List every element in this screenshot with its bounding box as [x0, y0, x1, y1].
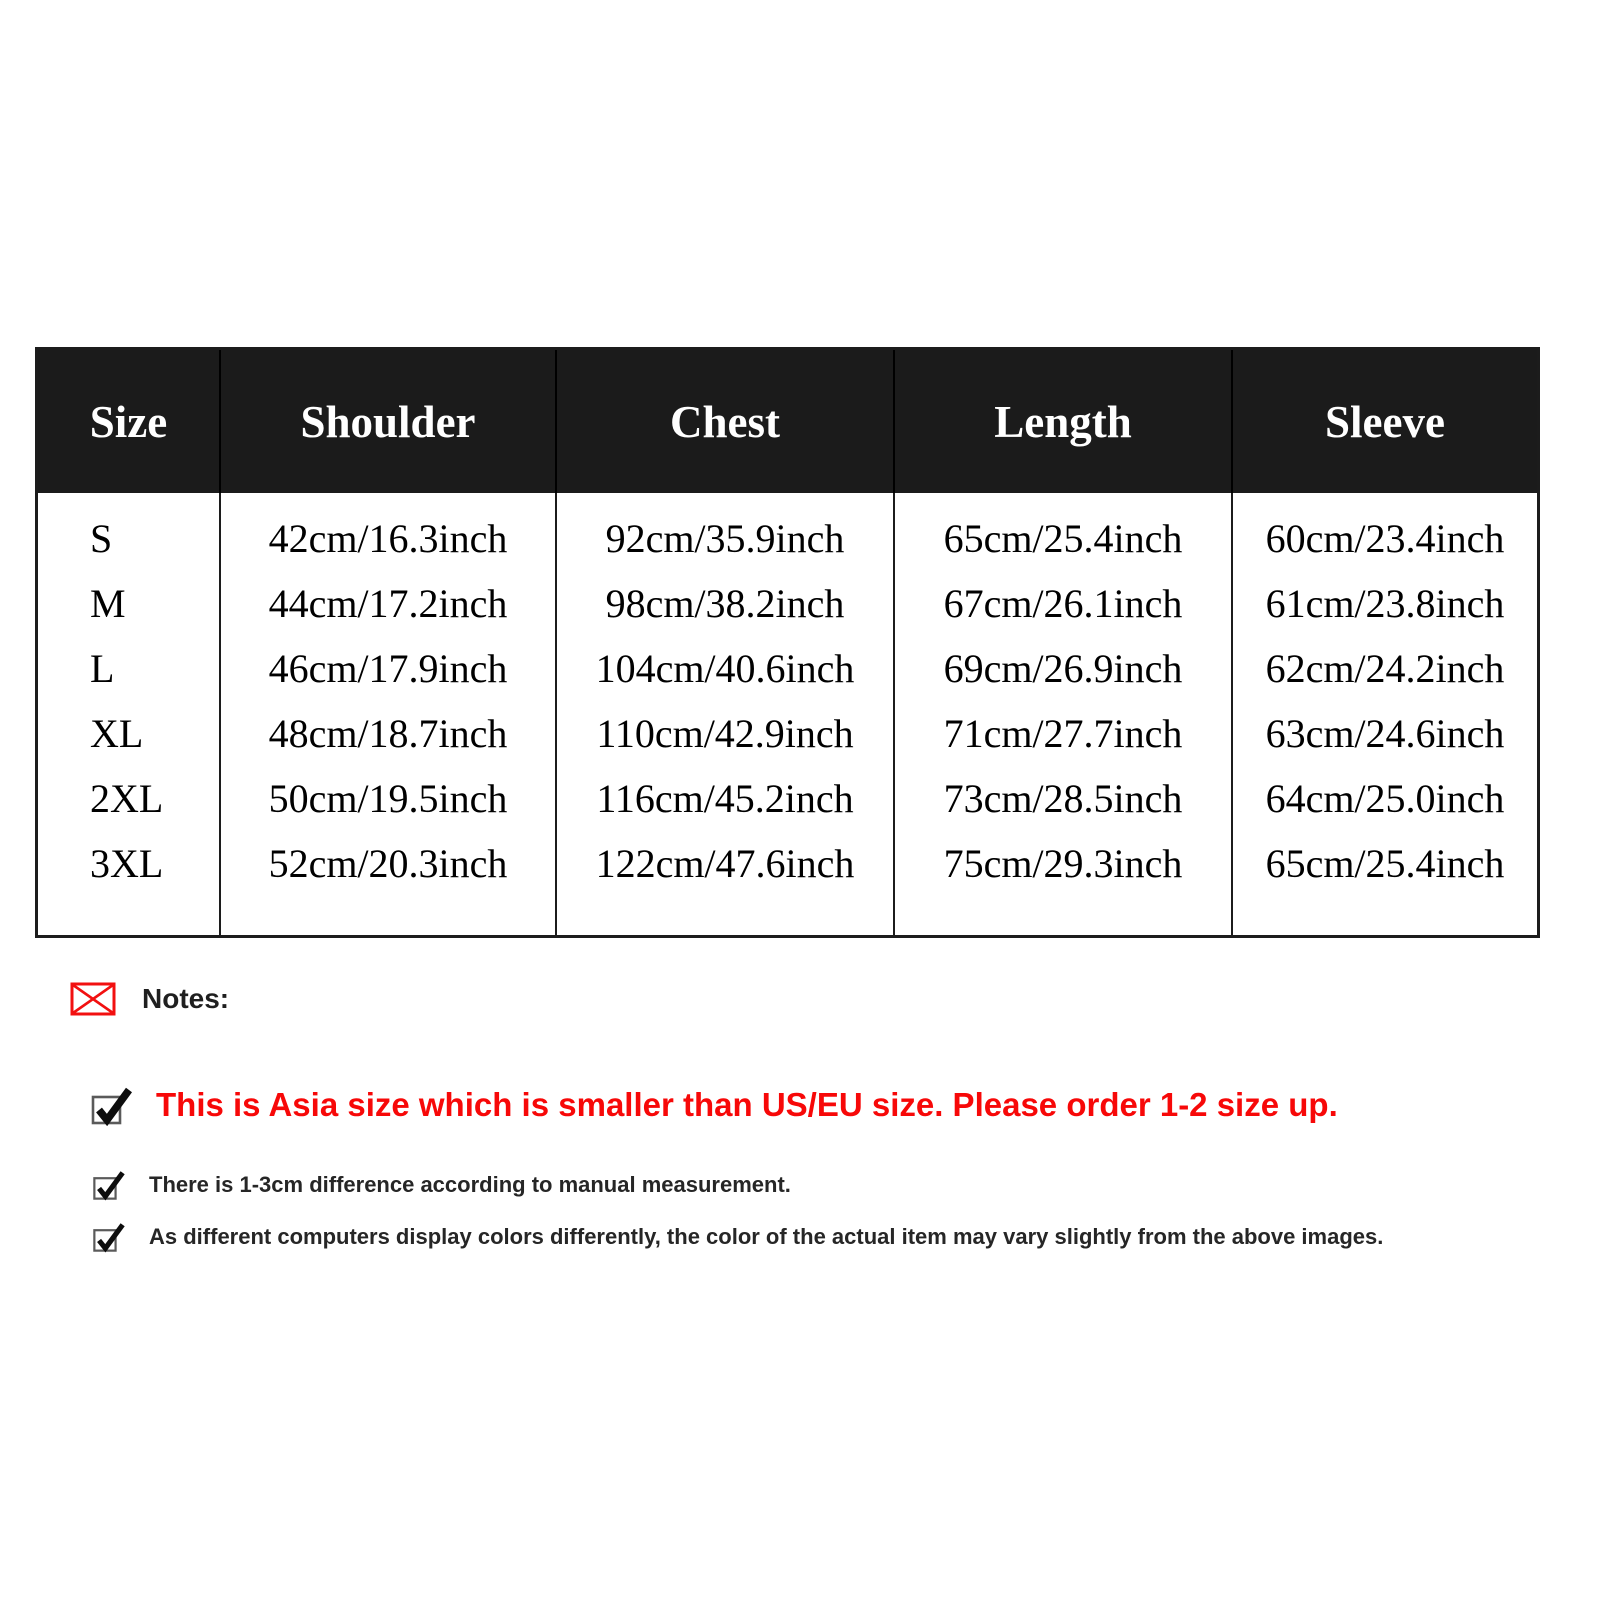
- notes-header: [70, 982, 229, 1016]
- notes-label: Notes:: [142, 983, 230, 1014]
- column-header: Sleeve: [1231, 350, 1537, 493]
- table-cell: 61cm/23.8inch: [1231, 558, 1537, 623]
- checkbox-checked-icon: [92, 1220, 125, 1253]
- table-cell: 44cm/17.2inch: [219, 558, 555, 623]
- column-header: Size: [38, 350, 219, 493]
- size-cell: S: [90, 515, 113, 561]
- table-cell: 50cm/19.5inch: [219, 753, 555, 818]
- table-spacer-cell: [555, 883, 893, 935]
- table-cell: 63cm/24.6inch: [1231, 688, 1537, 753]
- checkbox-checked-icon: [92, 1168, 125, 1201]
- table-cell: 110cm/42.9inch: [555, 688, 893, 753]
- note-item-measurement: [92, 1168, 791, 1201]
- envelope-icon: [70, 982, 116, 1016]
- table-cell: 65cm/25.4inch: [1231, 818, 1537, 883]
- note-text: This is Asia size which is smaller than US/EU size. Please order 1-2 size up.: [156, 1086, 1338, 1123]
- note-text: As different computers display colors differently, the color of the actual item may vary slightly from the above images.: [149, 1223, 1384, 1249]
- table-cell: 73cm/28.5inch: [893, 753, 1231, 818]
- table-cell: 52cm/20.3inch: [219, 818, 555, 883]
- table-cell: 60cm/23.4inch: [1231, 493, 1537, 558]
- table-cell: 69cm/26.9inch: [893, 623, 1231, 688]
- size-cell: 2XL: [90, 775, 164, 821]
- note-item-asia-size: [90, 1084, 1338, 1126]
- table-cell: 67cm/26.1inch: [893, 558, 1231, 623]
- size-cell: 3XL: [90, 840, 164, 886]
- table-spacer-cell: [219, 883, 555, 935]
- size-table: [35, 347, 1540, 938]
- table-spacer-cell: [1231, 883, 1537, 935]
- table-cell: 48cm/18.7inch: [219, 688, 555, 753]
- table-cell: 116cm/45.2inch: [555, 753, 893, 818]
- table-cell: 98cm/38.2inch: [555, 558, 893, 623]
- size-cell: XL: [90, 710, 144, 756]
- column-header: Shoulder: [219, 350, 555, 493]
- size-cell: M: [90, 580, 126, 626]
- column-header: Chest: [555, 350, 893, 493]
- table-cell: 104cm/40.6inch: [555, 623, 893, 688]
- column-header: Length: [893, 350, 1231, 493]
- table-cell: 46cm/17.9inch: [219, 623, 555, 688]
- table-cell: 65cm/25.4inch: [893, 493, 1231, 558]
- table-cell: 122cm/47.6inch: [555, 818, 893, 883]
- table-spacer-cell: [38, 883, 219, 935]
- checkbox-checked-icon: [90, 1084, 132, 1126]
- note-text: There is 1-3cm difference according to manual measurement.: [149, 1171, 791, 1197]
- table-cell: 71cm/27.7inch: [893, 688, 1231, 753]
- table-cell: 42cm/16.3inch: [219, 493, 555, 558]
- size-cell: L: [90, 645, 115, 691]
- table-cell: 64cm/25.0inch: [1231, 753, 1537, 818]
- note-item-colors: [92, 1220, 1383, 1253]
- table-cell: 92cm/35.9inch: [555, 493, 893, 558]
- table-cell: 62cm/24.2inch: [1231, 623, 1537, 688]
- table-spacer-cell: [893, 883, 1231, 935]
- table-cell: 75cm/29.3inch: [893, 818, 1231, 883]
